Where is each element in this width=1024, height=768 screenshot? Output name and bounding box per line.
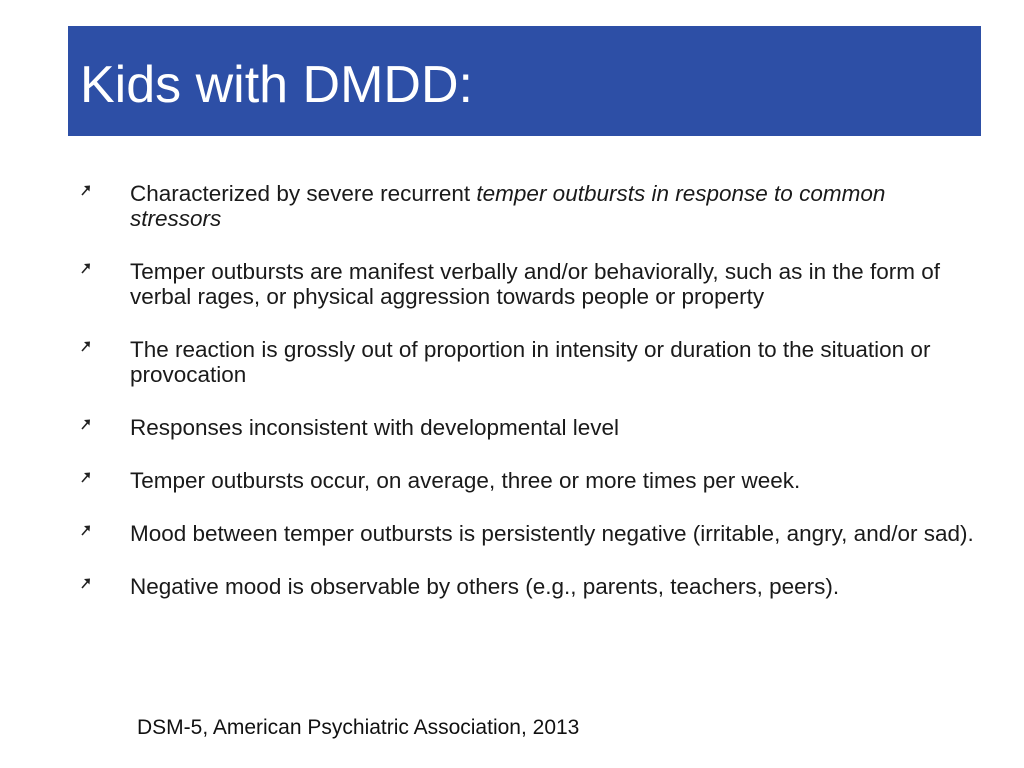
bullet-item	[78, 468, 978, 493]
bullet-item	[78, 259, 978, 309]
bullet-item	[78, 521, 978, 546]
bullet-list	[78, 181, 978, 599]
arrow-up-right-icon	[80, 576, 92, 590]
arrow-up-right-icon	[80, 417, 92, 431]
arrow-up-right-icon	[80, 183, 92, 197]
bullet-text: Temper outbursts are manifest verbally and/or behaviorally, such as in the form of verbal rages, or physical aggression towards people or property	[130, 259, 940, 309]
bullet-text: Mood between temper outbursts is persistently negative (irritable, angry, and/or sad).	[130, 521, 974, 546]
arrow-up-right-icon	[80, 339, 92, 353]
arrow-up-right-icon	[80, 523, 92, 537]
title-bar	[68, 26, 981, 136]
bullet-item	[78, 574, 978, 599]
bullet-text: Temper outbursts occur, on average, three or more times per week.	[130, 468, 801, 493]
bullet-text: The reaction is grossly out of proportion in intensity or duration to the situation or provocation	[130, 337, 931, 387]
bullet-text: Characterized by severe recurrent	[130, 181, 477, 206]
arrow-up-right-icon	[80, 261, 92, 275]
citation-footnote: DSM-5, American Psychiatric Association, 2013	[137, 716, 580, 739]
arrow-up-right-icon	[80, 470, 92, 484]
bullet-text: Responses inconsistent with developmental level	[130, 415, 620, 440]
bullet-item	[78, 415, 978, 440]
bullet-item	[78, 181, 978, 231]
bullet-text-italic: temper outbursts in response to common stressors	[130, 181, 886, 231]
bullet-text: Negative mood is observable by others (e.g., parents, teachers, peers).	[130, 574, 840, 599]
bullet-item	[78, 337, 978, 387]
slide-title: Kids with DMDD:	[80, 56, 473, 114]
